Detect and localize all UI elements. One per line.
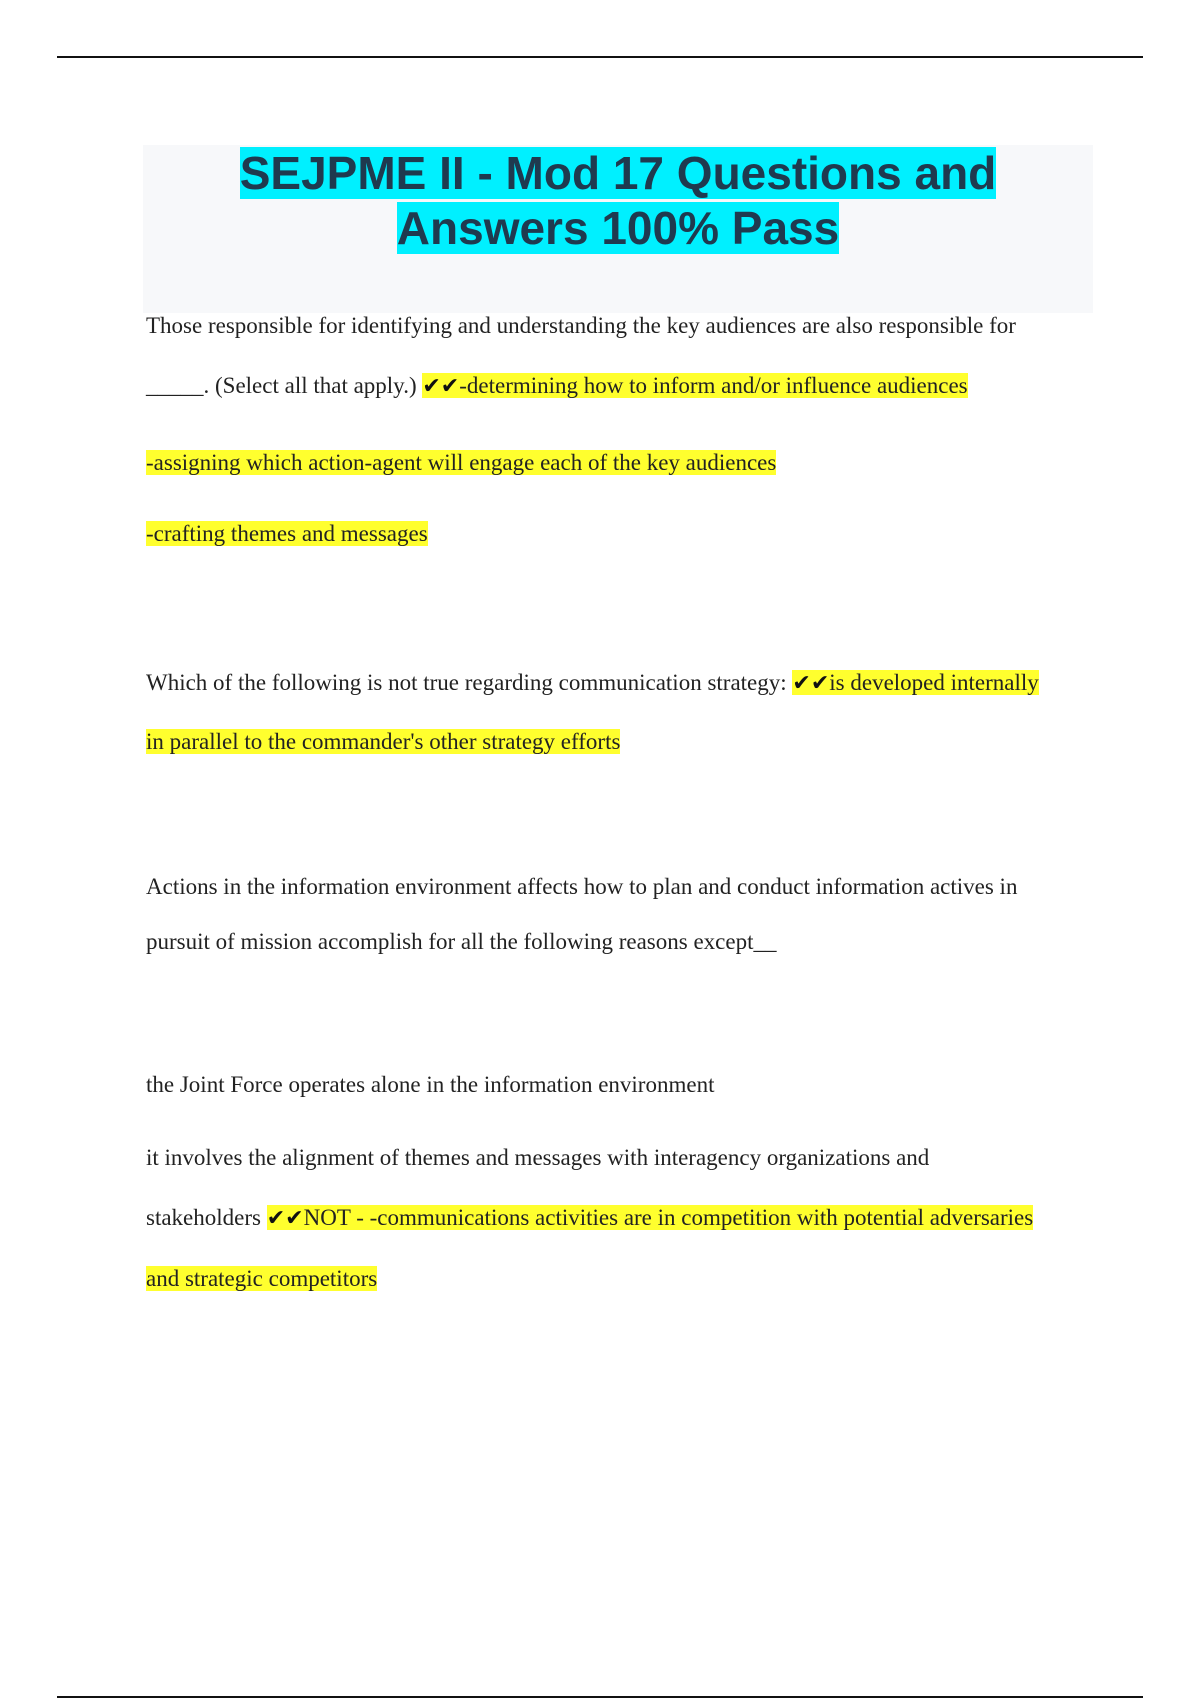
q1-answer-2-text: -assigning which action-agent will engage each of the key audiences [146,450,777,475]
q3-option-2-line-1: it involves the alignment of themes and messages with interagency organizations and [146,1145,930,1170]
check-icon: ✔✔ [792,671,830,696]
check-icon: ✔✔ [266,1206,304,1231]
q3-line-2: pursuit of mission accomplish for all the following reasons except__ [146,929,777,954]
q3-option-2-prefix: stakeholders [146,1205,267,1230]
q1-answer-3-text: -crafting themes and messages [146,521,428,546]
q1-line-2 [146,371,968,402]
q3-answer-2-text: and strategic competitors [146,1266,378,1291]
top-rule [57,56,1143,58]
q1-line-1: Those responsible for identifying and understanding the key audiences are also responsible for [146,313,1016,338]
q3-option-2-line-2 [146,1203,1033,1234]
check-icon: ✔✔ [422,374,460,399]
q2-answer-2 [146,727,620,757]
title-line-1: SEJPME II - Mod 17 Questions and [239,147,997,199]
q2-answer-1-text: is developed internally [829,670,1039,695]
q1-answer-3 [146,519,428,549]
q1-answer-1-text: -determining how to inform and/or influence audiences [459,373,968,398]
bottom-rule [57,1696,1143,1698]
document-title [143,146,1093,256]
q2-answer-2-text: in parallel to the commander's other strategy efforts [146,729,621,754]
title-line-2: Answers 100% Pass [396,202,840,254]
q3-answer-1-text: NOT - -communications activities are in competition with potential adversaries [303,1205,1034,1230]
q2-question: Which of the following is not true regarding communication strategy: [146,670,793,695]
q3-option-1: the Joint Force operates alone in the information environment [146,1072,715,1097]
q3-line-1: Actions in the information environment affects how to plan and conduct information actives in [146,874,1018,899]
q1-answer-2 [146,448,776,478]
q2-answer-1 [792,670,1038,695]
q2-line-1 [146,668,1039,699]
q1-blank-prompt: _____. (Select all that apply.) [146,373,423,398]
q3-answer-2 [146,1264,377,1294]
q1-answer-1 [422,373,967,398]
q3-answer-1 [267,1205,1034,1230]
